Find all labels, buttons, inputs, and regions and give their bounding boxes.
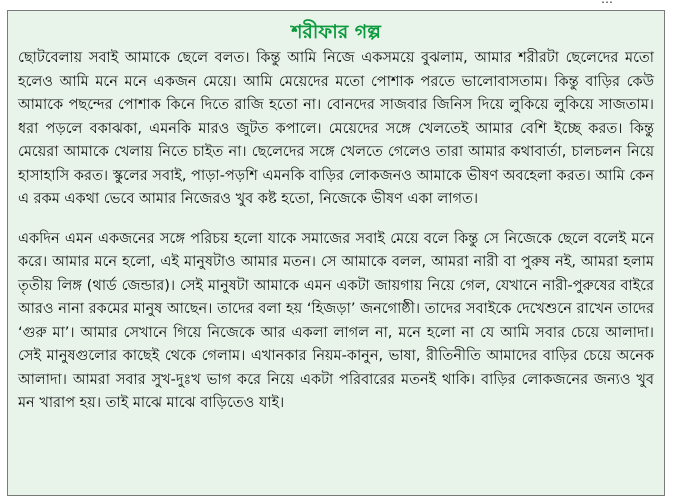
story-paragraph-2: একদিন এমন একজনের সঙ্গে পরিচয় হলো যাকে সমাজের সবাই মেয়ে বলে কিন্তু সে নিজেকে ছেলে বলেই মনে করে। আমার মনে হলো, এই মানুষটাও আমার মতন। সে আমাকে বলল, আমরা নারী বা পুরুষ নই, আমরা হলাম তৃতীয় লিঙ্গ (থার্ড জেন্ডার)। সেই মানুষটা আমাকে এমন একটা জায়গায় নিয়ে গেল, যেখানে নারী-পুরুষের বাইরে আরও নানা রকমের মানুষ আছেন। তাদের বলা হয় ‘হিজড়া’ জনগোষ্ঠী। তাদের সবাইকে দেখেশুনে রাখেন তাদের ‘গুরু মা’। আমার সেখানে গিয়ে নিজেকে আর একলা লাগল না, মনে হলো না যে আমি সবার চেয়ে আলাদা। সেই মানুষগুলোর কাছেই থেকে গেলাম। এখানকার নিয়ম-কানুন, ভাষা, রীতিনীতি আমাদের বাড়ির চেয়ে অনেক আলাদা। আমরা সবার সুখ-দুঃখ ভাগ করে নিয়ে একটা পরিবারের মতনই থাকি। বাড়ির লোকজনের জন্যও খুব মন খারাপ হয়। তাই মাঝে মাঝে বাড়িতেও যাই। [18, 230, 654, 411]
story-title: শরীফার গল্প [291, 21, 381, 43]
story-paragraph-1: ছোটবেলায় সবাই আমাকে ছেলে বলত। কিন্তু আমি নিজে একসময়ে বুঝলাম, আমার শরীরটা ছেলেদের মতো হলেও আমি মনে মনে একজন মেয়ে। আমি মেয়েদের মতো পোশাক পরতে ভালোবাসতাম। কিন্তু বাড়ির কেউ আমাকে পছন্দের পোশাক কিনে দিতে রাজি হতো না। বোনদের সাজবার জিনিস দিয়ে লুকিয়ে লুকিয়ে সাজতাম। ধরা পড়লে বকাঝকা, এমনকি মারও জুটত কপালে। মেয়েদের সঙ্গে খেলতেই আমার বেশি ইচ্ছে করত। কিন্তু মেয়েরা আমাকে খেলায় নিতে চাইত না। ছেলেদের সঙ্গে খেলতে গেলেও তারা আমার কথাবার্তা, চালচলন নিয়ে হাসাহাসি করত। স্কুলের সবাই, পাড়া-পড়শি এমনকি বাড়ির লোকজনও আমাকে ভীষণ অবহেলা করত। আমি কেন এ রকম একথা ভেবে আমার নিজেরও খুব কষ্ট হতো, নিজেকে ভীষণ একা লাগত। [18, 50, 654, 207]
cropped-header-text [601, 0, 613, 6]
story-box [7, 10, 665, 496]
